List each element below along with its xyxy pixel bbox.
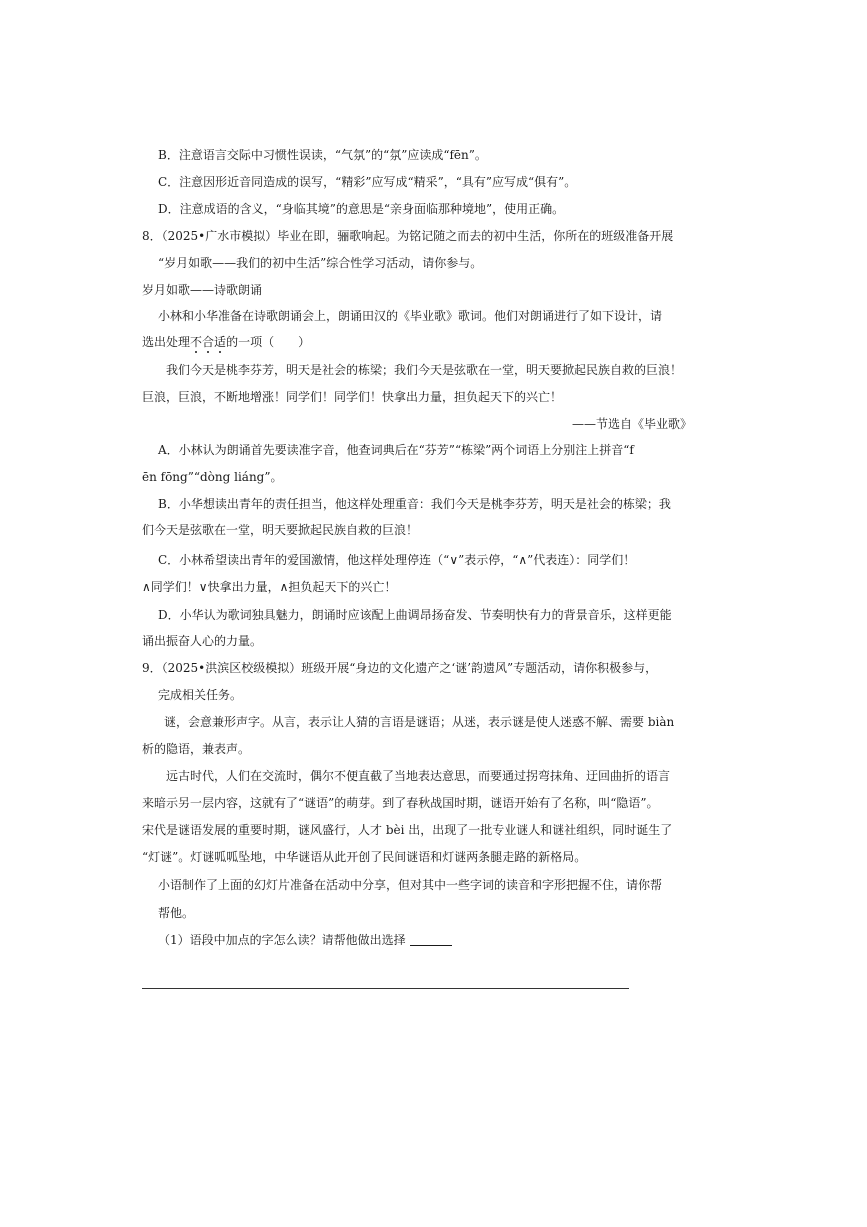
- q8-intro-line1: 小林和小华准备在诗歌朗诵会上，朗诵田汉的《毕业歌》歌词。他们对朗诵进行了如下设计，请: [158, 309, 663, 323]
- q9-task-line1: 小语制作了上面的幻灯片准备在活动中分享，但对其中一些字词的读音和字形把握不住，请你帮: [158, 878, 663, 892]
- q9-stem-line2: 完成相关任务。: [158, 688, 243, 702]
- q8-option-d-line1: D．小华认为歌词独具魅力，朗诵时应该配上曲调昂扬奋发、节奏明快有力的背景音乐，这样更能: [158, 608, 672, 622]
- poem-line2: 巨浪，巨浪，不断地增涨！同学们！同学们！快拿出力量，担负起天下的兴亡！: [142, 390, 563, 404]
- q8-option-b-line1: B．小华想读出青年的责任担当，他这样处理重音：我们今天是桃李芬芳，明天是社会的栋梁；我: [158, 497, 671, 511]
- emphasis-dot-char: 合: [202, 335, 215, 349]
- q9-para1-line1: 谜，会意兼形声字。从言，表示让人猜的言语是谜语；从迷，表示谜是使人迷惑不解、需要 biàn: [164, 715, 675, 729]
- q9-para2-line1: 远古时代，人们在交流时，偶尔不便直截了当地表达意思，而要通过拐弯抹角、迂回曲折的语言: [166, 769, 671, 783]
- q8-option-a-line1: A．小林认为朗诵首先要读准字音，他查词典后在“芬芳”“栋梁”两个词语上分别注上拼音“f: [158, 443, 634, 457]
- answer-blank[interactable]: [410, 933, 452, 946]
- footer-divider: [142, 988, 629, 989]
- q8-option-c-line2: ∧同学们！∨快拿出力量，∧担负起天下的兴亡！: [142, 580, 397, 594]
- poem-line1: 我们今天是桃李芬芳，明天是社会的栋梁；我们今天是弦歌在一堂，明天要掀起民族自救的巨浪！: [166, 363, 683, 377]
- q9-para2-line2: 来暗示另一层内容，这就有了“谜语”的萌芽。到了春秋战国时期，谜语开始有了名称，叫“隐语”。: [142, 796, 659, 810]
- q8-section-title: 岁月如歌——诗歌朗诵: [142, 283, 263, 297]
- q9-subquestion-1-text: （1）语段中加点的字怎么读？请帮他做出选择: [158, 933, 406, 947]
- q9-task-line2: 帮他。: [158, 906, 195, 920]
- q8-stem-line1: 8．（2025•广水市模拟）毕业在即，骊歌响起。为铭记随之而去的初中生活，你所在的班级准备开展: [142, 229, 674, 243]
- emphasis-dot-char: 适: [214, 335, 227, 349]
- q9-subquestion-1: [158, 931, 452, 949]
- q9-para1-line2: 析的隐语，兼表声。: [142, 742, 251, 756]
- emphasis-dot-char: 不: [190, 335, 203, 349]
- poem-source: ——节选自《毕业歌》: [571, 417, 692, 431]
- q8-option-a-line2: ēn fōng”“dòng liáng”。: [142, 470, 283, 484]
- q8-option-c-line1: C．小林希望读出青年的爱国激情，他这样处理停连（“∨”表示停，“∧”代表连）：同学们！: [158, 553, 636, 567]
- option-c: C．注意因形近音同造成的误写，“精彩”应写成“精采”，“具有”应写成“俱有”。: [158, 175, 577, 189]
- q8-option-d-line2: 诵出振奋人心的力量。: [142, 634, 263, 648]
- q9-para2-line3: 宋代是谜语发展的重要时期，谜风盛行，人才 bèi 出，出现了一批专业谜人和谜社组织，同时诞生了: [142, 823, 673, 837]
- option-b: B．注意语言交际中习惯性误读，“气氛”的“氛”应读成“fēn”。: [158, 148, 487, 162]
- q9-para2-line4: “灯谜”。灯谜呱呱坠地，中华谜语从此开创了民间谜语和灯谜两条腿走路的新格局。: [142, 850, 587, 864]
- q8-intro-text-a: 选出处理: [142, 335, 191, 349]
- q8-option-b-line2: 们今天是弦歌在一堂，明天要掀起民族自救的巨浪！: [142, 523, 419, 537]
- q8-intro-text-b: 的一项（ ）: [226, 335, 311, 349]
- q8-intro-line2: [142, 333, 310, 351]
- q8-stem-line2: “岁月如歌——我们的初中生活”综合性学习活动，请你参与。: [158, 256, 483, 270]
- option-d: D．注意成语的含义，“身临其境”的意思是“亲身面临那种境地”，使用正确。: [158, 202, 565, 216]
- q9-stem-line1: 9．（2025•洪滨区校级模拟）班级开展“身边的文化遗产之‘谜’韵遗风”专题活动，请你积极参与，: [142, 661, 658, 675]
